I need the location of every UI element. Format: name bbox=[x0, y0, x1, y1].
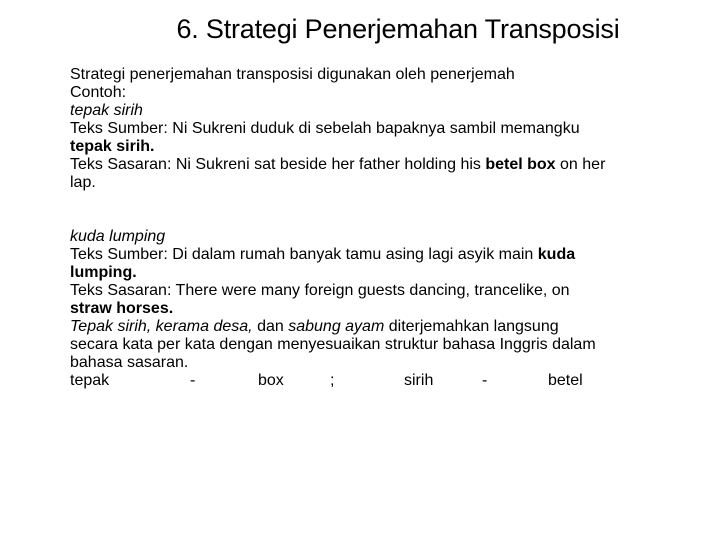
slide-body bbox=[70, 66, 710, 390]
example1-term: tepak sirih bbox=[70, 102, 143, 119]
summary-rest: diterjemahkan langsung bbox=[388, 318, 559, 335]
summary-line-1 bbox=[70, 318, 710, 336]
word-mapping-row bbox=[70, 372, 710, 390]
example2-target-bold: straw horses. bbox=[70, 300, 174, 317]
example2-source-bold-1: kuda bbox=[537, 246, 576, 263]
example-label: Contoh: bbox=[70, 84, 127, 101]
example1-source-bold: tepak sirih. bbox=[70, 138, 155, 155]
example1-target-cont: lap. bbox=[70, 174, 96, 191]
spacer bbox=[70, 192, 710, 228]
example2-source-bold-2: lumping. bbox=[70, 264, 137, 281]
example2-source bbox=[70, 246, 710, 264]
example1-target-prefix: Teks Sasaran: Ni Sukreni sat beside her father holding his bbox=[70, 156, 481, 173]
summary-italic-term-last: sabung ayam bbox=[288, 318, 385, 335]
example2-target-prefix: Teks Sasaran: There were many foreign guests dancing, trancelike, on bbox=[70, 282, 570, 299]
example1-source-prefix: Teks Sumber: Ni Sukreni duduk di sebelah bapaknya sambil memangku bbox=[70, 120, 580, 137]
intro-line: Strategi penerjemahan transposisi digunakan oleh penerjemah bbox=[70, 66, 515, 83]
example2-term: kuda lumping bbox=[70, 228, 166, 245]
example1-source bbox=[70, 120, 710, 138]
summary-line-2: secara kata per kata dengan menyesuaikan struktur bahasa Inggris dalam bbox=[70, 336, 596, 353]
summary-italic-terms: Tepak sirih, kerama desa, bbox=[70, 318, 253, 335]
word-dash-1: - bbox=[190, 372, 196, 389]
word-betel: betel bbox=[548, 372, 583, 389]
word-separator: ; bbox=[330, 372, 335, 389]
example2-source-prefix: Teks Sumber: Di dalam rumah banyak tamu asing lagi asyik main bbox=[70, 246, 534, 263]
word-box: box bbox=[258, 372, 284, 389]
summary-line-3: bahasa sasaran. bbox=[70, 354, 189, 371]
word-sirih: sirih bbox=[404, 372, 434, 389]
word-dash-2: - bbox=[482, 372, 488, 389]
example1-target bbox=[70, 156, 710, 174]
summary-joiner: dan bbox=[257, 318, 284, 335]
example1-target-bold: betel box bbox=[485, 156, 556, 173]
word-tepak: tepak bbox=[70, 372, 110, 389]
example1-target-suffix: on her bbox=[560, 156, 606, 173]
slide-title: 6. Strategi Penerjemahan Transposisi bbox=[176, 14, 620, 44]
